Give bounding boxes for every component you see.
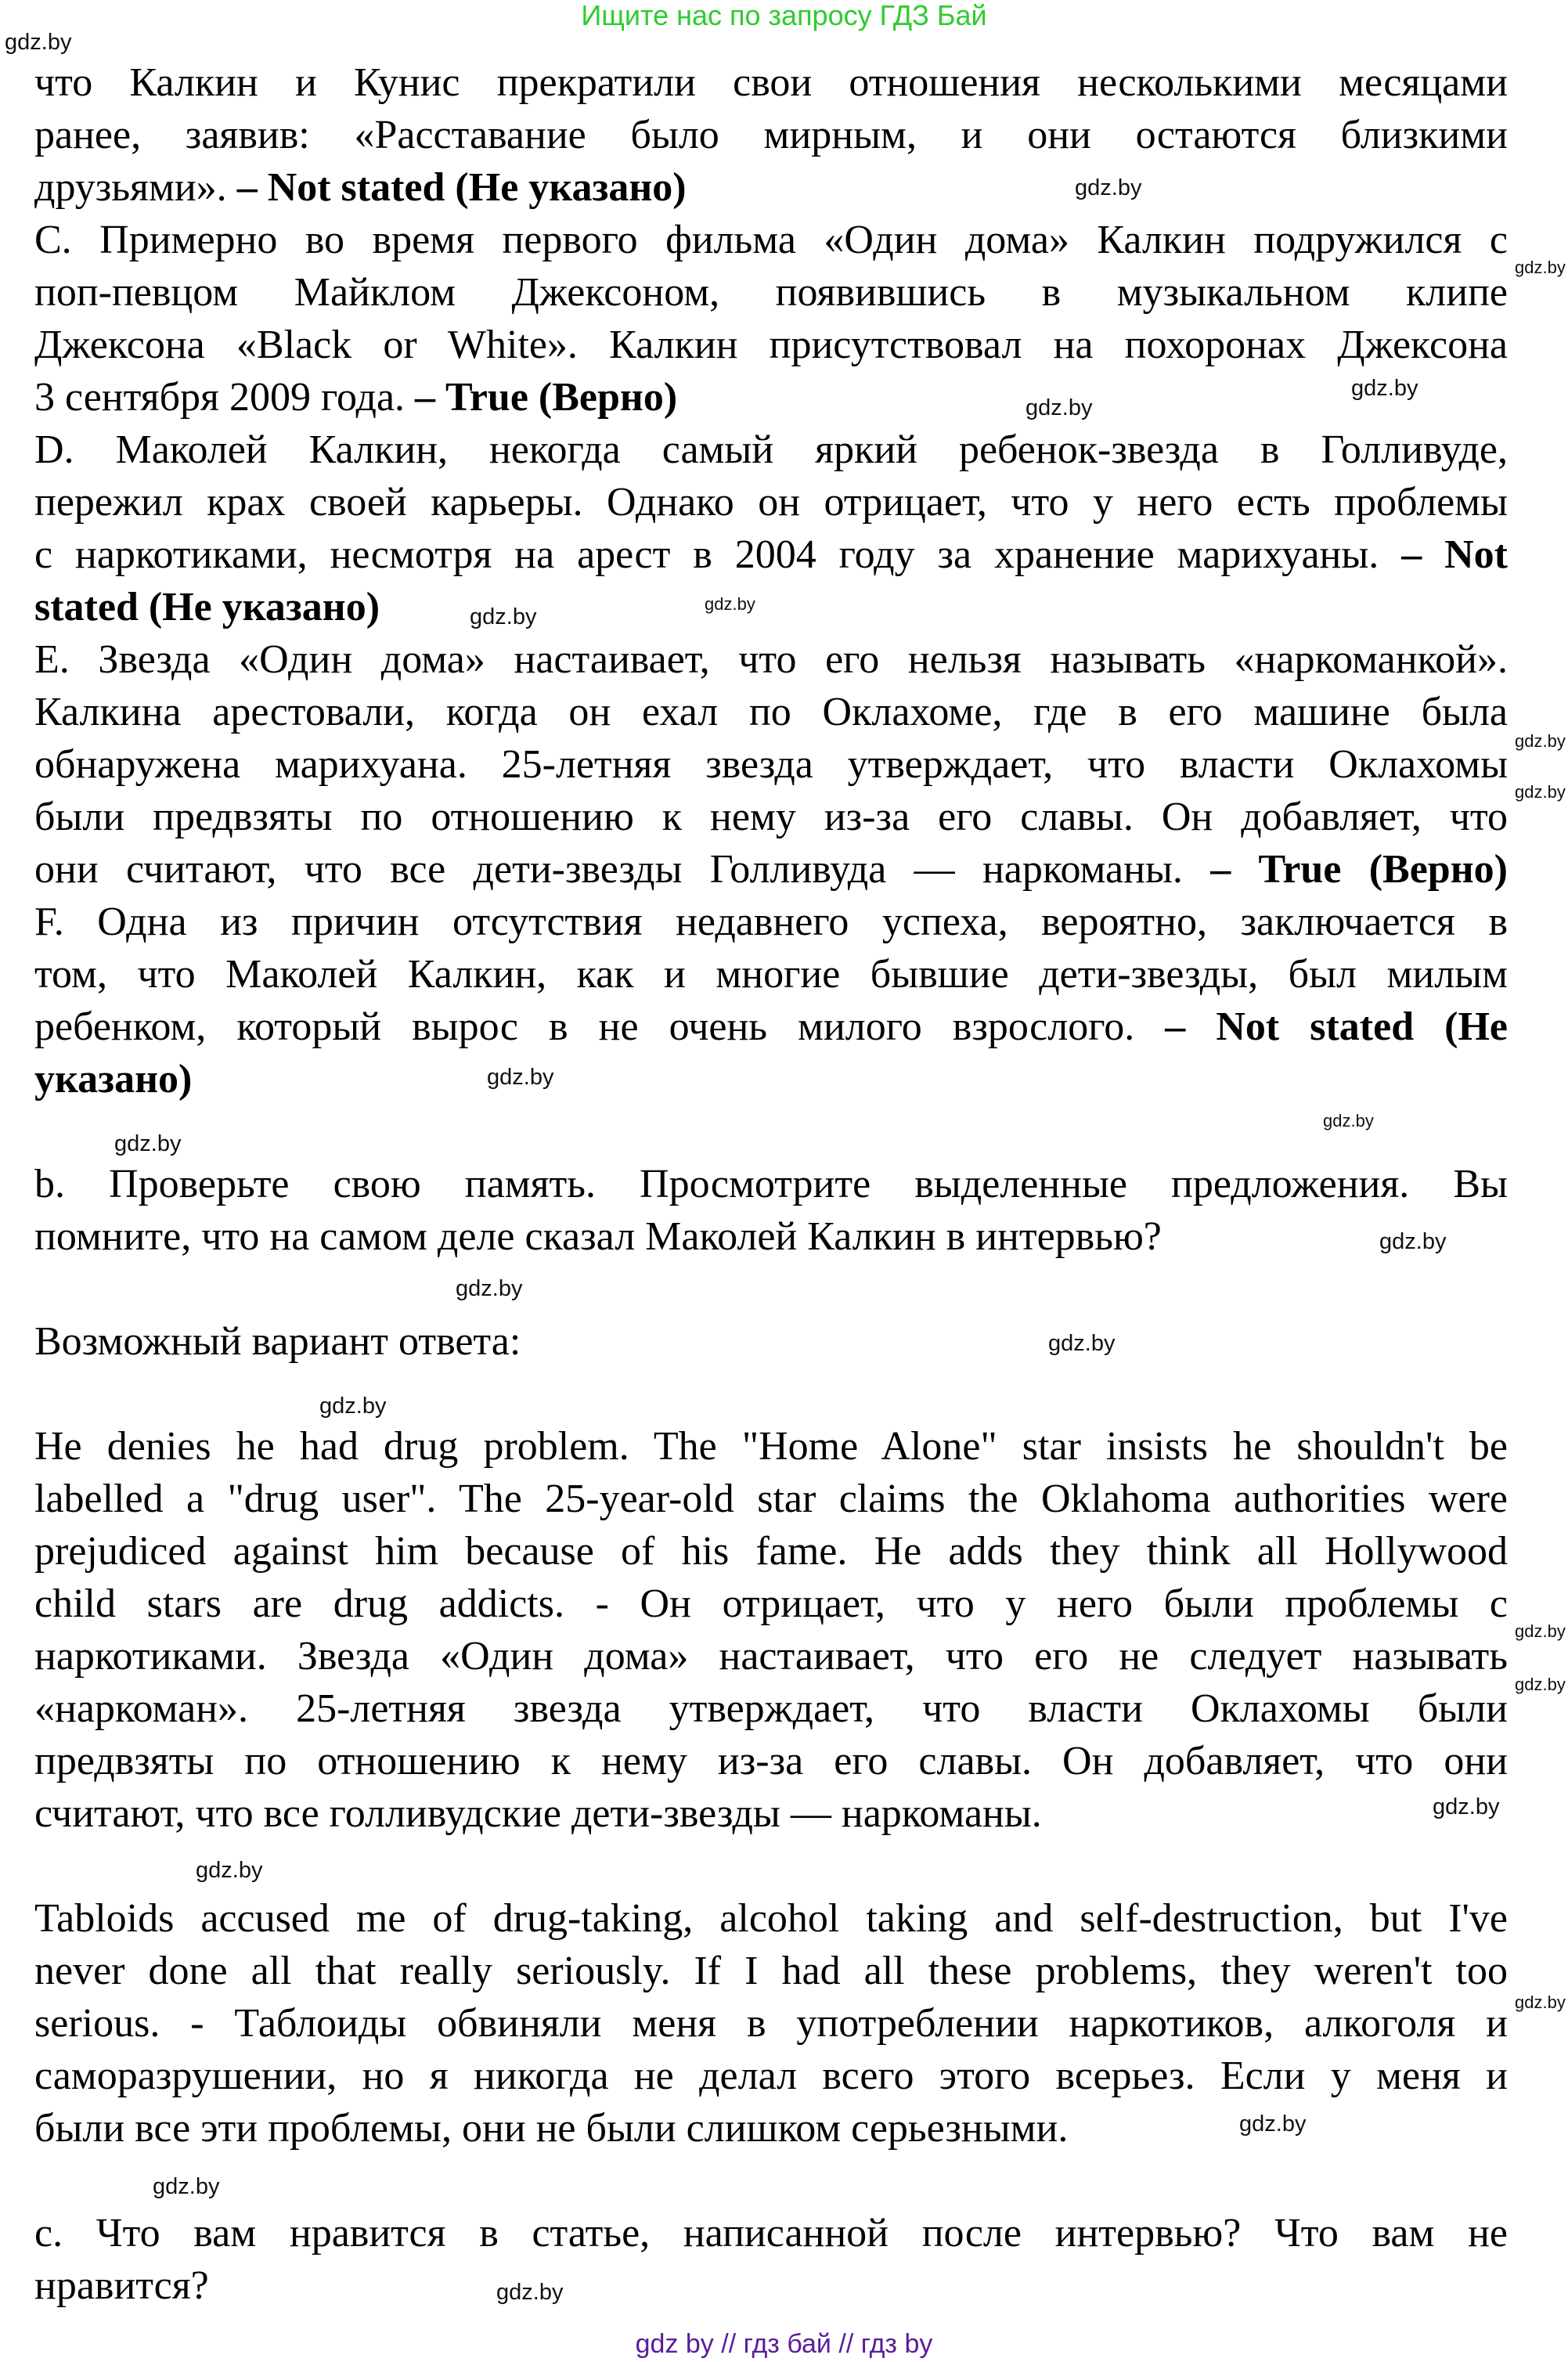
- line-text: что Калкин и Кунис прекратили свои отношения несколькими месяцами: [34, 60, 1508, 105]
- line-text: b. Проверьте свою память. Просмотрите выделенные предложения. Вы: [34, 1162, 1508, 1206]
- document-text: [34, 56, 1508, 2312]
- text-line: [34, 1945, 1508, 1997]
- line-text: нравится?: [34, 2263, 209, 2308]
- answer-label: – True (Верно): [415, 375, 678, 420]
- watermark: gdz.by: [114, 1131, 182, 1156]
- watermark: gdz.by: [1515, 1992, 1566, 2012]
- text-line: [34, 843, 1508, 896]
- line-text: помните, что на самом деле сказал Маколей Калкин в интервью?: [34, 1214, 1162, 1259]
- answer-label: stated (Не указано): [34, 585, 380, 629]
- text-line: [34, 1210, 1508, 1263]
- text-line: [34, 1315, 1508, 1368]
- answer-label: указано): [34, 1057, 193, 1102]
- text-line: [34, 1892, 1508, 1945]
- footer-links[interactable]: gdz by // гдз бай // гдз by: [635, 2329, 933, 2359]
- line-text: Джексона «Black or White». Калкин присутствовал на похоронах Джексона: [34, 323, 1508, 367]
- line-text: serious. - Таблоиды обвиняли меня в употреблении наркотиков, алкоголя и: [34, 2001, 1508, 2046]
- line-text: labelled a "drug user". The 25-year-old star claims the Oklahoma authorities were: [34, 1477, 1508, 1521]
- line-text: «наркоман». 25-летняя звезда утверждает, что власти Оклахомы были: [34, 1686, 1508, 1731]
- line-text: обнаружена марихуана. 25-летняя звезда утверждает, что власти Оклахомы: [34, 742, 1508, 787]
- watermark: gdz.by: [487, 1065, 554, 1090]
- line-text: prejudiced against him because of his fame. He adds they think all Hollywood: [34, 1529, 1508, 1574]
- text-line: [34, 1053, 1508, 1105]
- text-line: [34, 2050, 1508, 2102]
- line-text: child stars are drug addicts. - Он отрицает, что у него были проблемы с: [34, 1581, 1508, 1626]
- watermark: gdz.by: [1515, 1675, 1566, 1694]
- line-text: саморазрушении, но я никогда не делал всего этого всерьез. Если у меня и: [34, 2054, 1508, 2098]
- text-line: [34, 1787, 1508, 1840]
- text-line: [34, 1525, 1508, 1578]
- search-banner[interactable]: Ищите нас по запросу ГДЗ Бай: [581, 0, 987, 31]
- text-line: [34, 56, 1508, 109]
- watermark: gdz.by: [496, 2280, 564, 2305]
- watermark: gdz.by: [319, 1394, 387, 1419]
- text-line: [34, 581, 1508, 633]
- text-line: [34, 791, 1508, 843]
- answer-label: – Not: [1401, 532, 1508, 577]
- line-text: E. Звезда «Один дома» настаивает, что его нельзя называть «наркоманкой».: [34, 637, 1508, 682]
- text-line: [34, 633, 1508, 686]
- line-text: 3 сентября 2009 года.: [34, 375, 416, 420]
- text-line: [34, 1263, 1508, 1315]
- text-line: [34, 1473, 1508, 1525]
- watermark: gdz.by: [1323, 1111, 1374, 1131]
- answer-label: – Not stated (Не указано): [236, 165, 687, 210]
- text-line: [34, 738, 1508, 791]
- line-text: поп-певцом Майклом Джексоном, появившись в музыкальном клипе: [34, 270, 1508, 315]
- watermark: gdz.by: [153, 2174, 220, 2199]
- watermark: gdz.by: [1075, 175, 1142, 200]
- watermark: gdz.by: [5, 30, 72, 55]
- watermark: gdz.by: [1239, 2111, 1307, 2137]
- line-text: были предвзяты по отношению к нему из-за его славы. Он добавляет, что: [34, 795, 1508, 839]
- line-text: D. Маколей Калкин, некогда самый яркий ребенок-звезда в Голливуде,: [34, 427, 1508, 472]
- line-text: Калкина арестовали, когда он ехал по Оклахоме, где в его машине была: [34, 690, 1508, 734]
- text-line: [34, 214, 1508, 266]
- text-line: [34, 1630, 1508, 1682]
- text-line: [34, 2155, 1508, 2207]
- watermark: gdz.by: [470, 604, 537, 629]
- watermark: gdz.by: [1515, 1621, 1566, 1641]
- text-line: [34, 371, 1508, 424]
- text-line: [34, 1001, 1508, 1053]
- line-text: наркотиками. Звезда «Один дома» настаивает, что его не следует называть: [34, 1634, 1508, 1679]
- line-text: F. Одна из причин отсутствия недавнего успеха, вероятно, заключается в: [34, 900, 1508, 944]
- watermark: gdz.by: [1515, 731, 1566, 751]
- line-text: они считают, что все дети-звезды Голливуда — наркоманы.: [34, 847, 1211, 892]
- line-text: He denies he had drug problem. The "Home Alone" star insists he shouldn't be: [34, 1424, 1508, 1469]
- text-line: [34, 266, 1508, 319]
- watermark: gdz.by: [1515, 782, 1566, 802]
- text-line: [34, 1578, 1508, 1630]
- text-line: [34, 1158, 1508, 1210]
- line-text: c. Что вам нравится в статье, написанной после интервью? Что вам не: [34, 2211, 1508, 2256]
- text-line: [34, 686, 1508, 738]
- text-line: [34, 2207, 1508, 2259]
- line-text: ранее, заявив: «Расставание было мирным, и они остаются близкими: [34, 113, 1508, 157]
- watermark: gdz.by: [1026, 395, 1093, 420]
- text-line: [34, 424, 1508, 476]
- watermark: gdz.by: [1515, 258, 1566, 277]
- text-line: [34, 948, 1508, 1001]
- watermark: gdz.by: [456, 1276, 523, 1301]
- text-line: [34, 1682, 1508, 1735]
- text-line: [34, 896, 1508, 948]
- line-text: предвзяты по отношению к нему из-за его славы. Он добавляет, что они: [34, 1739, 1508, 1783]
- text-line: [34, 1420, 1508, 1473]
- line-text: Tabloids accused me of drug-taking, alcohol taking and self-destruction, but I've: [34, 1896, 1508, 1941]
- text-line: [34, 109, 1508, 161]
- text-line: [34, 1735, 1508, 1787]
- line-text: были все эти проблемы, они не были слишком серьезными.: [34, 2106, 1069, 2151]
- watermark: gdz.by: [1433, 1794, 1500, 1819]
- text-line: [34, 1368, 1508, 1420]
- line-text: с наркотиками, несмотря на арест в 2004 году за хранение марихуаны.: [34, 532, 1402, 577]
- text-line: [34, 1105, 1508, 1158]
- watermark: gdz.by: [1351, 376, 1418, 401]
- line-text: ребенком, который вырос в не очень милого взрослого.: [34, 1004, 1166, 1049]
- text-line: [34, 476, 1508, 528]
- line-text: считают, что все голливудские дети-звезды — наркоманы.: [34, 1791, 1042, 1836]
- text-line: [34, 161, 1508, 214]
- answer-label: – True (Верно): [1210, 847, 1508, 892]
- watermark: gdz.by: [1048, 1331, 1116, 1356]
- line-text: Возможный вариант ответа:: [34, 1319, 521, 1364]
- watermark: gdz.by: [705, 594, 755, 614]
- text-line: [34, 2259, 1508, 2312]
- answer-label: – Not stated (Не: [1165, 1004, 1508, 1049]
- line-text: пережил крах своей карьеры. Однако он отрицает, что у него есть проблемы: [34, 480, 1508, 525]
- line-text: том, что Маколей Калкин, как и многие бывшие дети-звезды, был милым: [34, 952, 1508, 997]
- line-text: never done all that really seriously. If I had all these problems, they weren't too: [34, 1949, 1508, 1993]
- watermark: gdz.by: [1379, 1229, 1447, 1254]
- watermark: gdz.by: [196, 1858, 263, 1883]
- text-line: [34, 319, 1508, 371]
- text-line: [34, 528, 1508, 581]
- line-text: друзьями».: [34, 165, 237, 210]
- text-line: [34, 1997, 1508, 2050]
- line-text: C. Примерно во время первого фильма «Один дома» Калкин подружился с: [34, 218, 1508, 262]
